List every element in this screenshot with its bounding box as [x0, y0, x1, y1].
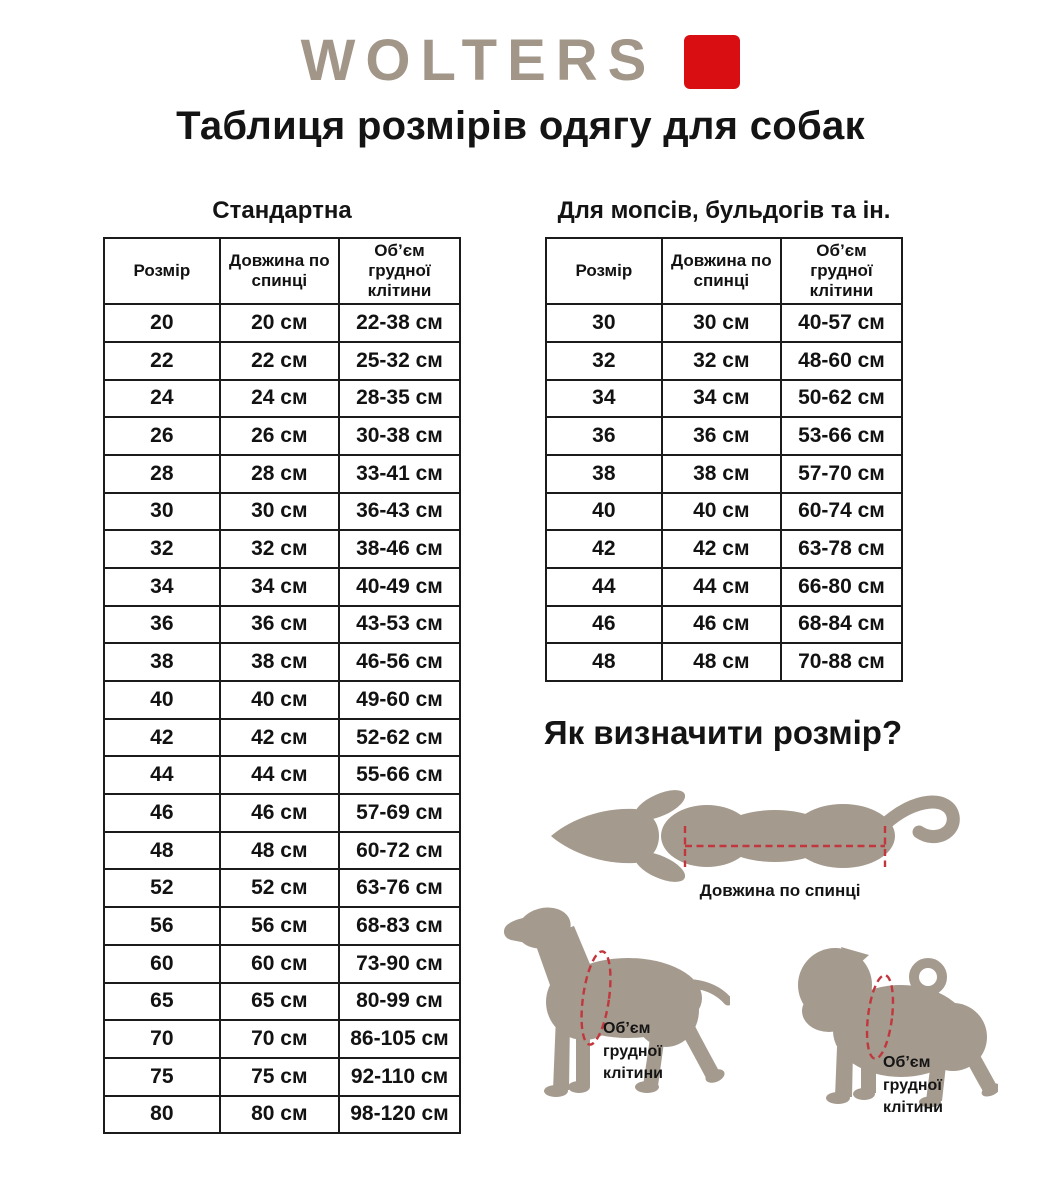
table-cell: 28-35 см: [339, 380, 460, 418]
table-cell: 56: [104, 907, 220, 945]
table-cell: 48: [104, 832, 220, 870]
table-cell: 30 см: [662, 304, 781, 342]
table-cell: 56 см: [220, 907, 339, 945]
table-cell: 60 см: [220, 945, 339, 983]
table-cell: 22 см: [220, 342, 339, 380]
table-cell: 43-53 см: [339, 606, 460, 644]
pug-table-title: Для мопсів, бульдогів та ін.: [557, 197, 891, 224]
table-row: [104, 304, 460, 342]
table-cell: 65 см: [220, 983, 339, 1021]
table-row: [104, 983, 460, 1021]
table-cell: 20: [104, 304, 220, 342]
table-row: [546, 342, 902, 380]
table-row: [104, 719, 460, 757]
table-cell: 57-70 см: [781, 455, 902, 493]
table-cell: 44 см: [662, 568, 781, 606]
table-row: [104, 794, 460, 832]
table-cell: 36: [546, 417, 662, 455]
table-row: [104, 493, 460, 531]
table-cell: 60: [104, 945, 220, 983]
table-cell: 75: [104, 1058, 220, 1096]
table-cell: 68-83 см: [339, 907, 460, 945]
table-cell: 52 см: [220, 869, 339, 907]
table-cell: 40-57 см: [781, 304, 902, 342]
table-cell: 34: [546, 380, 662, 418]
table-row: [546, 493, 902, 531]
table-cell: 70 см: [220, 1020, 339, 1058]
table-row: [104, 907, 460, 945]
table-row: [104, 568, 460, 606]
standard-table-title: Стандартна: [212, 197, 352, 224]
table-cell: 40 см: [662, 493, 781, 531]
column-header: Довжина по спинці: [220, 238, 339, 304]
table-row: [104, 342, 460, 380]
table-cell: 46-56 см: [339, 643, 460, 681]
table-cell: 38: [104, 643, 220, 681]
table-cell: 92-110 см: [339, 1058, 460, 1096]
chest-girth-label-pug: Об’єм грудної клітини: [883, 1054, 943, 1117]
table-cell: 24 см: [220, 380, 339, 418]
table-cell: 30: [104, 493, 220, 531]
table-row: [104, 606, 460, 644]
table-cell: 48 см: [662, 643, 781, 681]
table-cell: 42 см: [662, 530, 781, 568]
table-cell: 32 см: [220, 530, 339, 568]
table-row: [104, 832, 460, 870]
table-cell: 30: [546, 304, 662, 342]
table-row: [546, 530, 902, 568]
table-cell: 28 см: [220, 455, 339, 493]
table-cell: 49-60 см: [339, 681, 460, 719]
table-cell: 40: [104, 681, 220, 719]
table-cell: 34: [104, 568, 220, 606]
table-cell: 32: [104, 530, 220, 568]
brand-header: [0, 28, 1041, 93]
table-cell: 48-60 см: [781, 342, 902, 380]
table-cell: 57-69 см: [339, 794, 460, 832]
table-cell: 60-72 см: [339, 832, 460, 870]
table-cell: 63-76 см: [339, 869, 460, 907]
table-cell: 36 см: [662, 417, 781, 455]
table-cell: 63-78 см: [781, 530, 902, 568]
table-row: [104, 756, 460, 794]
guide-title: Як визначити розмір?: [543, 714, 903, 751]
table-cell: 40-49 см: [339, 568, 460, 606]
table-cell: 38-46 см: [339, 530, 460, 568]
table-cell: 38 см: [220, 643, 339, 681]
pug-size-table: [545, 237, 903, 682]
table-row: [104, 945, 460, 983]
table-cell: 30 см: [220, 493, 339, 531]
table-cell: 65: [104, 983, 220, 1021]
table-cell: 32 см: [662, 342, 781, 380]
table-cell: 36 см: [220, 606, 339, 644]
standard-size-table: [103, 237, 461, 1134]
table-row: [104, 417, 460, 455]
table-cell: 86-105 см: [339, 1020, 460, 1058]
table-cell: 46 см: [220, 794, 339, 832]
table-cell: 60-74 см: [781, 493, 902, 531]
table-cell: 52: [104, 869, 220, 907]
table-cell: 80-99 см: [339, 983, 460, 1021]
table-cell: 80: [104, 1096, 220, 1134]
table-cell: 38: [546, 455, 662, 493]
table-row: [104, 1058, 460, 1096]
table-cell: 73-90 см: [339, 945, 460, 983]
table-cell: 22-38 см: [339, 304, 460, 342]
table-row: [546, 643, 902, 681]
table-cell: 25-32 см: [339, 342, 460, 380]
table-cell: 22: [104, 342, 220, 380]
column-header: Розмір: [546, 238, 662, 304]
table-cell: 66-80 см: [781, 568, 902, 606]
table-cell: 98-120 см: [339, 1096, 460, 1134]
table-cell: 40: [546, 493, 662, 531]
table-cell: 34 см: [220, 568, 339, 606]
table-cell: 42: [546, 530, 662, 568]
table-row: [104, 530, 460, 568]
table-cell: 52-62 см: [339, 719, 460, 757]
table-cell: 48 см: [220, 832, 339, 870]
table-cell: 75 см: [220, 1058, 339, 1096]
column-header: Об’єм грудної клітини: [339, 238, 460, 304]
table-row: [546, 568, 902, 606]
table-cell: 26: [104, 417, 220, 455]
table-cell: 46 см: [662, 606, 781, 644]
wolters-logo-text: WOLTERS: [300, 28, 657, 93]
table-cell: 32: [546, 342, 662, 380]
table-row: [546, 380, 902, 418]
table-cell: 44 см: [220, 756, 339, 794]
table-cell: 33-41 см: [339, 455, 460, 493]
table-cell: 42: [104, 719, 220, 757]
standard-size-table-block: [103, 198, 461, 1134]
table-row: [104, 869, 460, 907]
back-length-label: Довжина по спинці: [699, 881, 861, 900]
table-cell: 36-43 см: [339, 493, 460, 531]
table-cell: 55-66 см: [339, 756, 460, 794]
table-row: [104, 455, 460, 493]
table-row: [104, 1096, 460, 1134]
table-cell: 40 см: [220, 681, 339, 719]
table-row: [546, 455, 902, 493]
table-cell: 70-88 см: [781, 643, 902, 681]
table-cell: 48: [546, 643, 662, 681]
table-row: [546, 417, 902, 455]
table-row: [104, 681, 460, 719]
table-cell: 28: [104, 455, 220, 493]
table-row: [104, 1020, 460, 1058]
table-row: [546, 304, 902, 342]
table-row: [104, 380, 460, 418]
table-cell: 36: [104, 606, 220, 644]
column-header: Розмір: [104, 238, 220, 304]
pug-size-table-block: [545, 198, 903, 682]
dog-top-view-illustration: [547, 776, 961, 896]
table-cell: 24: [104, 380, 220, 418]
table-row: [104, 643, 460, 681]
table-cell: 53-66 см: [781, 417, 902, 455]
table-cell: 44: [546, 568, 662, 606]
column-header: Об’єм грудної клітини: [781, 238, 902, 304]
chest-girth-label-large-dog: Об’єм грудної клітини: [603, 1020, 663, 1083]
table-cell: 80 см: [220, 1096, 339, 1134]
column-header: Довжина по спинці: [662, 238, 781, 304]
table-row: [546, 606, 902, 644]
table-cell: 34 см: [662, 380, 781, 418]
page-title: Таблиця розмірів одягу для собак: [176, 104, 865, 148]
table-cell: 38 см: [662, 455, 781, 493]
table-cell: 26 см: [220, 417, 339, 455]
wolters-logo-red-square: [684, 35, 740, 89]
table-cell: 70: [104, 1020, 220, 1058]
table-cell: 20 см: [220, 304, 339, 342]
table-cell: 46: [104, 794, 220, 832]
table-cell: 44: [104, 756, 220, 794]
table-cell: 46: [546, 606, 662, 644]
table-cell: 68-84 см: [781, 606, 902, 644]
table-cell: 30-38 см: [339, 417, 460, 455]
table-cell: 50-62 см: [781, 380, 902, 418]
table-cell: 42 см: [220, 719, 339, 757]
